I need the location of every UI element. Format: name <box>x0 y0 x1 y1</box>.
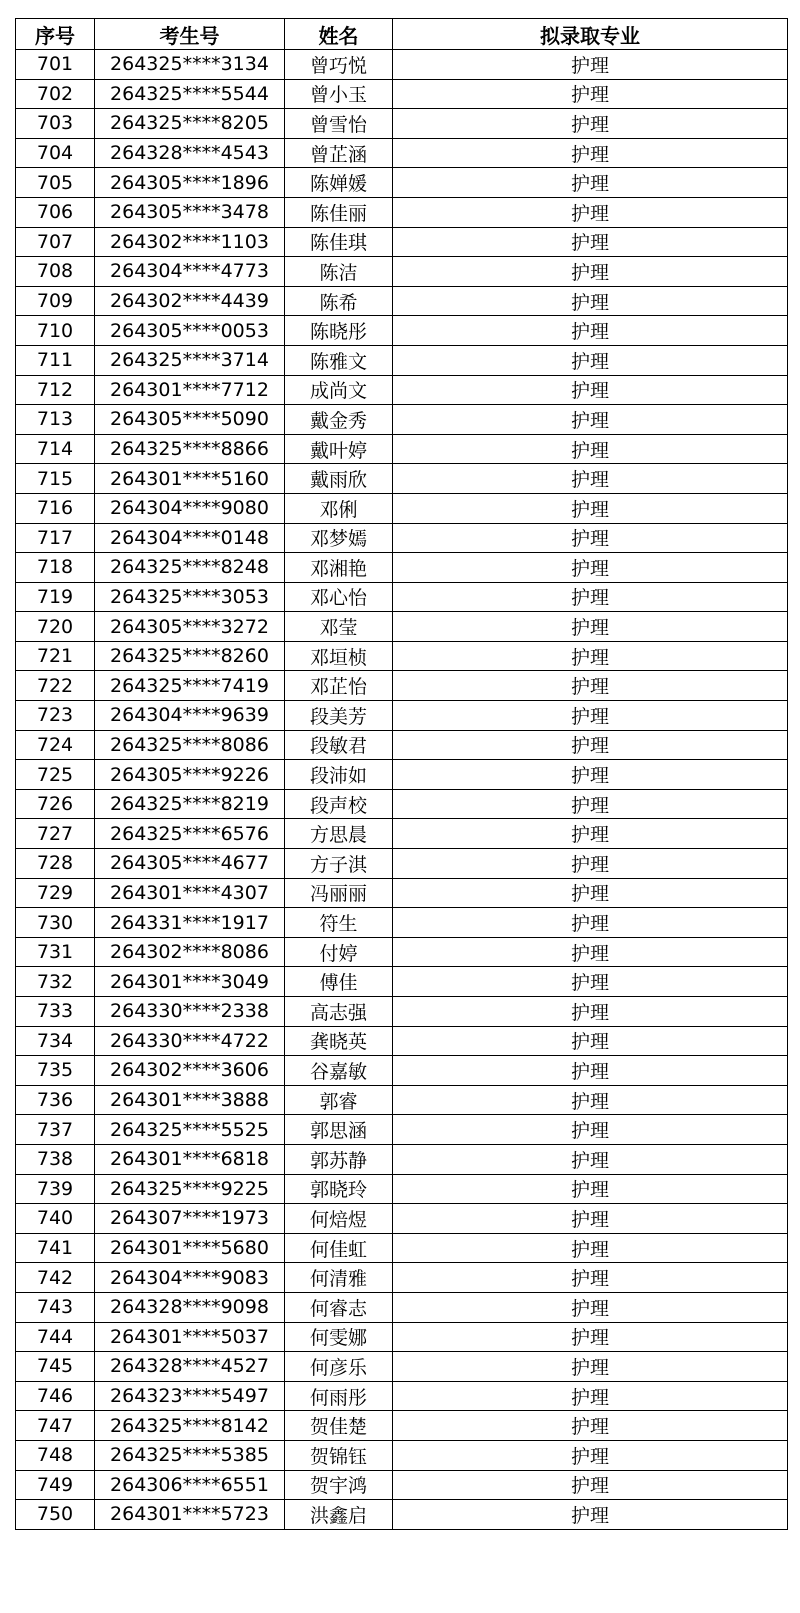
cell-serial-number: 727 <box>16 819 95 849</box>
cell-name: 陈佳琪 <box>285 227 393 257</box>
cell-name: 陈佳丽 <box>285 197 393 227</box>
cell-name: 洪鑫启 <box>285 1500 393 1530</box>
cell-major: 护理 <box>393 1056 788 1086</box>
table-row <box>16 760 788 790</box>
cell-name: 段敏君 <box>285 730 393 760</box>
cell-major: 护理 <box>393 1470 788 1500</box>
cell-serial-number: 728 <box>16 849 95 879</box>
table-row <box>16 1322 788 1352</box>
cell-candidate-number: 264305****4677 <box>95 849 285 879</box>
cell-candidate-number: 264301****4307 <box>95 878 285 908</box>
cell-serial-number: 729 <box>16 878 95 908</box>
cell-serial-number: 701 <box>16 50 95 80</box>
cell-serial-number: 740 <box>16 1204 95 1234</box>
cell-serial-number: 725 <box>16 760 95 790</box>
cell-major: 护理 <box>393 878 788 908</box>
cell-major: 护理 <box>393 1500 788 1530</box>
cell-major: 护理 <box>393 257 788 287</box>
cell-name: 曾巧悦 <box>285 50 393 80</box>
cell-major: 护理 <box>393 434 788 464</box>
cell-major: 护理 <box>393 1204 788 1234</box>
cell-name: 曾雪怡 <box>285 109 393 139</box>
cell-major: 护理 <box>393 553 788 583</box>
cell-serial-number: 738 <box>16 1144 95 1174</box>
cell-major: 护理 <box>393 671 788 701</box>
cell-name: 邓莹 <box>285 612 393 642</box>
admission-table <box>15 18 788 1530</box>
cell-major: 护理 <box>393 79 788 109</box>
cell-name: 戴叶婷 <box>285 434 393 464</box>
table-row <box>16 493 788 523</box>
cell-name: 谷嘉敏 <box>285 1056 393 1086</box>
cell-serial-number: 741 <box>16 1233 95 1263</box>
cell-candidate-number: 264325****8086 <box>95 730 285 760</box>
table-row <box>16 937 788 967</box>
cell-serial-number: 705 <box>16 168 95 198</box>
table-row <box>16 1174 788 1204</box>
cell-candidate-number: 264330****4722 <box>95 1026 285 1056</box>
cell-name: 符生 <box>285 908 393 938</box>
cell-serial-number: 716 <box>16 493 95 523</box>
cell-name: 冯丽丽 <box>285 878 393 908</box>
table-row <box>16 257 788 287</box>
table-header-row <box>16 19 788 50</box>
table-row <box>16 878 788 908</box>
cell-major: 护理 <box>393 1026 788 1056</box>
table-row <box>16 50 788 80</box>
cell-name: 郭晓玲 <box>285 1174 393 1204</box>
cell-major: 护理 <box>393 109 788 139</box>
cell-name: 何清雅 <box>285 1263 393 1293</box>
cell-candidate-number: 264304****4773 <box>95 257 285 287</box>
cell-name: 邓心怡 <box>285 582 393 612</box>
table-row <box>16 730 788 760</box>
cell-name: 付婷 <box>285 937 393 967</box>
table-row <box>16 1085 788 1115</box>
cell-candidate-number: 264302****4439 <box>95 286 285 316</box>
cell-serial-number: 720 <box>16 612 95 642</box>
table-row <box>16 819 788 849</box>
table-row <box>16 79 788 109</box>
cell-candidate-number: 264301****5037 <box>95 1322 285 1352</box>
cell-serial-number: 704 <box>16 138 95 168</box>
table-row <box>16 997 788 1027</box>
cell-major: 护理 <box>393 286 788 316</box>
cell-serial-number: 736 <box>16 1085 95 1115</box>
cell-candidate-number: 264301****3888 <box>95 1085 285 1115</box>
header-major: 拟录取专业 <box>393 19 788 50</box>
table-row <box>16 375 788 405</box>
cell-candidate-number: 264325****3053 <box>95 582 285 612</box>
table-row <box>16 641 788 671</box>
table-row <box>16 582 788 612</box>
table-row <box>16 908 788 938</box>
cell-name: 曾小玉 <box>285 79 393 109</box>
cell-candidate-number: 264306****6551 <box>95 1470 285 1500</box>
cell-candidate-number: 264302****1103 <box>95 227 285 257</box>
cell-candidate-number: 264325****8142 <box>95 1411 285 1441</box>
cell-major: 护理 <box>393 345 788 375</box>
cell-major: 护理 <box>393 405 788 435</box>
table-row <box>16 286 788 316</box>
table-row <box>16 138 788 168</box>
header-candidate-number: 考生号 <box>95 19 285 50</box>
table-row <box>16 109 788 139</box>
cell-candidate-number: 264325****8205 <box>95 109 285 139</box>
cell-major: 护理 <box>393 730 788 760</box>
cell-serial-number: 733 <box>16 997 95 1027</box>
cell-serial-number: 744 <box>16 1322 95 1352</box>
cell-candidate-number: 264301****5680 <box>95 1233 285 1263</box>
table-body <box>16 50 788 1530</box>
cell-candidate-number: 264328****4527 <box>95 1352 285 1382</box>
cell-serial-number: 706 <box>16 197 95 227</box>
cell-candidate-number: 264301****6818 <box>95 1144 285 1174</box>
cell-name: 贺宇鸿 <box>285 1470 393 1500</box>
cell-major: 护理 <box>393 1144 788 1174</box>
cell-candidate-number: 264304****0148 <box>95 523 285 553</box>
cell-serial-number: 730 <box>16 908 95 938</box>
table-row <box>16 1233 788 1263</box>
cell-candidate-number: 264305****3478 <box>95 197 285 227</box>
cell-name: 郭苏静 <box>285 1144 393 1174</box>
cell-name: 戴金秀 <box>285 405 393 435</box>
cell-candidate-number: 264302****8086 <box>95 937 285 967</box>
cell-major: 护理 <box>393 1322 788 1352</box>
table-row <box>16 1144 788 1174</box>
cell-candidate-number: 264323****5497 <box>95 1381 285 1411</box>
cell-serial-number: 709 <box>16 286 95 316</box>
table-row <box>16 1411 788 1441</box>
cell-candidate-number: 264325****8866 <box>95 434 285 464</box>
cell-candidate-number: 264305****0053 <box>95 316 285 346</box>
cell-major: 护理 <box>393 493 788 523</box>
cell-serial-number: 743 <box>16 1292 95 1322</box>
cell-candidate-number: 264328****9098 <box>95 1292 285 1322</box>
cell-name: 何雯娜 <box>285 1322 393 1352</box>
cell-candidate-number: 264325****3714 <box>95 345 285 375</box>
cell-major: 护理 <box>393 849 788 879</box>
cell-candidate-number: 264325****5385 <box>95 1440 285 1470</box>
cell-major: 护理 <box>393 1381 788 1411</box>
cell-serial-number: 707 <box>16 227 95 257</box>
header-serial-number: 序号 <box>16 19 95 50</box>
table-row <box>16 1115 788 1145</box>
cell-major: 护理 <box>393 967 788 997</box>
cell-serial-number: 723 <box>16 701 95 731</box>
table-row <box>16 701 788 731</box>
cell-name: 段美芳 <box>285 701 393 731</box>
cell-serial-number: 722 <box>16 671 95 701</box>
cell-name: 贺锦钰 <box>285 1440 393 1470</box>
cell-name: 方思晨 <box>285 819 393 849</box>
cell-major: 护理 <box>393 1263 788 1293</box>
cell-major: 护理 <box>393 1352 788 1382</box>
cell-serial-number: 703 <box>16 109 95 139</box>
cell-candidate-number: 264325****5525 <box>95 1115 285 1145</box>
cell-serial-number: 726 <box>16 789 95 819</box>
cell-name: 何焙煜 <box>285 1204 393 1234</box>
cell-serial-number: 724 <box>16 730 95 760</box>
table-row <box>16 316 788 346</box>
cell-candidate-number: 264325****6576 <box>95 819 285 849</box>
cell-serial-number: 749 <box>16 1470 95 1500</box>
cell-serial-number: 739 <box>16 1174 95 1204</box>
table-row <box>16 1352 788 1382</box>
table-row <box>16 1440 788 1470</box>
table-row <box>16 849 788 879</box>
cell-name: 陈雅文 <box>285 345 393 375</box>
cell-major: 护理 <box>393 819 788 849</box>
table-row <box>16 1381 788 1411</box>
cell-candidate-number: 264305****9226 <box>95 760 285 790</box>
cell-name: 邓俐 <box>285 493 393 523</box>
cell-major: 护理 <box>393 464 788 494</box>
cell-serial-number: 731 <box>16 937 95 967</box>
cell-major: 护理 <box>393 937 788 967</box>
cell-name: 成尚文 <box>285 375 393 405</box>
table-row <box>16 464 788 494</box>
cell-major: 护理 <box>393 760 788 790</box>
cell-candidate-number: 264305****1896 <box>95 168 285 198</box>
table-row <box>16 227 788 257</box>
cell-serial-number: 748 <box>16 1440 95 1470</box>
cell-name: 贺佳楚 <box>285 1411 393 1441</box>
cell-name: 邓芷怡 <box>285 671 393 701</box>
header-name: 姓名 <box>285 19 393 50</box>
table-row <box>16 434 788 464</box>
cell-major: 护理 <box>393 1174 788 1204</box>
cell-candidate-number: 264325****8260 <box>95 641 285 671</box>
cell-candidate-number: 264304****9080 <box>95 493 285 523</box>
cell-serial-number: 719 <box>16 582 95 612</box>
cell-name: 何雨彤 <box>285 1381 393 1411</box>
cell-serial-number: 715 <box>16 464 95 494</box>
cell-major: 护理 <box>393 612 788 642</box>
table-row <box>16 553 788 583</box>
cell-name: 何彦乐 <box>285 1352 393 1382</box>
cell-candidate-number: 264301****5723 <box>95 1500 285 1530</box>
cell-serial-number: 713 <box>16 405 95 435</box>
admission-list-sheet <box>15 18 788 1530</box>
table-row <box>16 967 788 997</box>
cell-major: 护理 <box>393 701 788 731</box>
cell-major: 护理 <box>393 1115 788 1145</box>
cell-name: 陈希 <box>285 286 393 316</box>
cell-name: 戴雨欣 <box>285 464 393 494</box>
table-row <box>16 197 788 227</box>
cell-name: 傅佳 <box>285 967 393 997</box>
table-row <box>16 789 788 819</box>
cell-candidate-number: 264325****5544 <box>95 79 285 109</box>
cell-candidate-number: 264325****8248 <box>95 553 285 583</box>
table-row <box>16 1056 788 1086</box>
cell-candidate-number: 264325****7419 <box>95 671 285 701</box>
cell-major: 护理 <box>393 1411 788 1441</box>
cell-major: 护理 <box>393 641 788 671</box>
cell-name: 陈晓彤 <box>285 316 393 346</box>
cell-serial-number: 732 <box>16 967 95 997</box>
table-row <box>16 168 788 198</box>
cell-major: 护理 <box>393 1440 788 1470</box>
cell-name: 陈婵媛 <box>285 168 393 198</box>
cell-candidate-number: 264301****3049 <box>95 967 285 997</box>
cell-serial-number: 734 <box>16 1026 95 1056</box>
cell-name: 郭思涵 <box>285 1115 393 1145</box>
cell-name: 何佳虹 <box>285 1233 393 1263</box>
cell-major: 护理 <box>393 523 788 553</box>
cell-major: 护理 <box>393 789 788 819</box>
table-row <box>16 1470 788 1500</box>
cell-name: 邓梦嫣 <box>285 523 393 553</box>
cell-candidate-number: 264307****1973 <box>95 1204 285 1234</box>
cell-name: 邓湘艳 <box>285 553 393 583</box>
table-row <box>16 1292 788 1322</box>
cell-serial-number: 710 <box>16 316 95 346</box>
cell-candidate-number: 264302****3606 <box>95 1056 285 1086</box>
cell-name: 龚晓英 <box>285 1026 393 1056</box>
table-row <box>16 1500 788 1530</box>
table-row <box>16 345 788 375</box>
cell-serial-number: 735 <box>16 1056 95 1086</box>
cell-name: 陈洁 <box>285 257 393 287</box>
cell-candidate-number: 264325****8219 <box>95 789 285 819</box>
cell-candidate-number: 264304****9639 <box>95 701 285 731</box>
cell-name: 曾芷涵 <box>285 138 393 168</box>
cell-serial-number: 747 <box>16 1411 95 1441</box>
cell-major: 护理 <box>393 1292 788 1322</box>
cell-major: 护理 <box>393 227 788 257</box>
cell-candidate-number: 264301****5160 <box>95 464 285 494</box>
cell-name: 邓垣桢 <box>285 641 393 671</box>
cell-major: 护理 <box>393 316 788 346</box>
cell-name: 段沛如 <box>285 760 393 790</box>
cell-serial-number: 712 <box>16 375 95 405</box>
table-row <box>16 612 788 642</box>
cell-candidate-number: 264325****3134 <box>95 50 285 80</box>
cell-candidate-number: 264305****5090 <box>95 405 285 435</box>
cell-serial-number: 746 <box>16 1381 95 1411</box>
table-row <box>16 1026 788 1056</box>
cell-major: 护理 <box>393 138 788 168</box>
cell-major: 护理 <box>393 197 788 227</box>
cell-serial-number: 714 <box>16 434 95 464</box>
cell-serial-number: 718 <box>16 553 95 583</box>
cell-candidate-number: 264331****1917 <box>95 908 285 938</box>
cell-candidate-number: 264328****4543 <box>95 138 285 168</box>
cell-name: 方子淇 <box>285 849 393 879</box>
cell-serial-number: 708 <box>16 257 95 287</box>
cell-serial-number: 745 <box>16 1352 95 1382</box>
table-row <box>16 671 788 701</box>
cell-candidate-number: 264304****9083 <box>95 1263 285 1293</box>
cell-serial-number: 702 <box>16 79 95 109</box>
cell-candidate-number: 264301****7712 <box>95 375 285 405</box>
cell-candidate-number: 264325****9225 <box>95 1174 285 1204</box>
table-row <box>16 1263 788 1293</box>
table-row <box>16 523 788 553</box>
cell-major: 护理 <box>393 1085 788 1115</box>
cell-name: 高志强 <box>285 997 393 1027</box>
cell-major: 护理 <box>393 375 788 405</box>
cell-name: 何睿志 <box>285 1292 393 1322</box>
cell-serial-number: 711 <box>16 345 95 375</box>
cell-major: 护理 <box>393 908 788 938</box>
cell-candidate-number: 264330****2338 <box>95 997 285 1027</box>
cell-major: 护理 <box>393 168 788 198</box>
cell-candidate-number: 264305****3272 <box>95 612 285 642</box>
cell-serial-number: 742 <box>16 1263 95 1293</box>
table-row <box>16 405 788 435</box>
table-row <box>16 1204 788 1234</box>
cell-major: 护理 <box>393 582 788 612</box>
cell-serial-number: 750 <box>16 1500 95 1530</box>
cell-serial-number: 737 <box>16 1115 95 1145</box>
cell-name: 郭睿 <box>285 1085 393 1115</box>
cell-major: 护理 <box>393 50 788 80</box>
cell-major: 护理 <box>393 997 788 1027</box>
cell-name: 段声校 <box>285 789 393 819</box>
cell-major: 护理 <box>393 1233 788 1263</box>
cell-serial-number: 721 <box>16 641 95 671</box>
cell-serial-number: 717 <box>16 523 95 553</box>
